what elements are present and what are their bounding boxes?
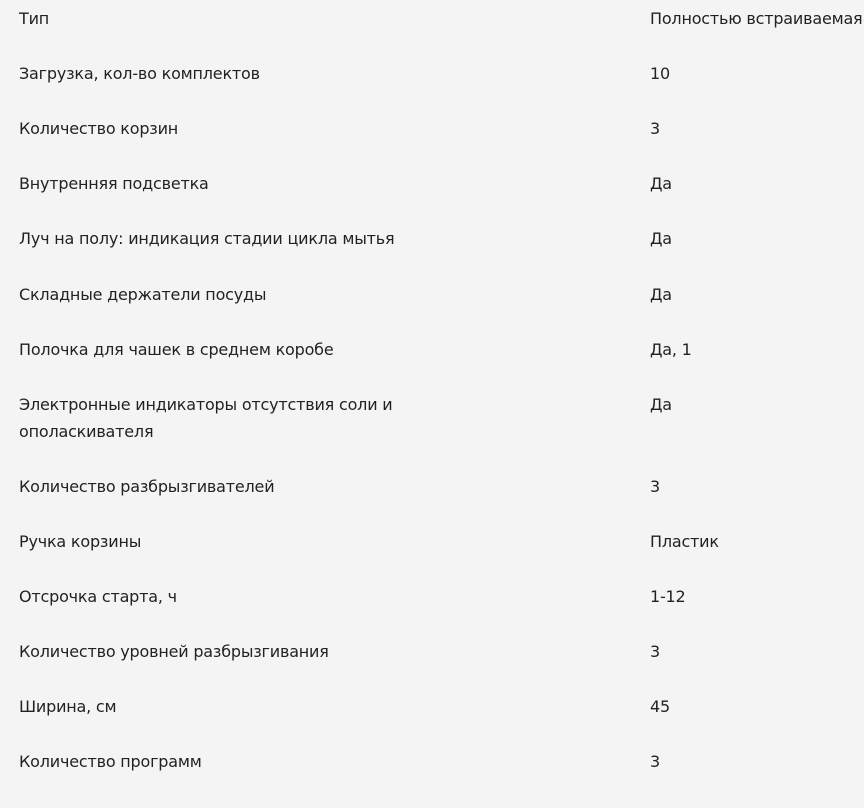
- spec-label: Внутренняя подсветка: [19, 174, 209, 193]
- spec-label: Количество разбрызгивателей: [19, 477, 275, 496]
- spec-label: Количество уровней разбрызгивания: [19, 642, 329, 661]
- spec-value: 3: [650, 477, 660, 496]
- spec-label: Складные держатели посуды: [19, 285, 267, 304]
- spec-label: Ширина, см: [19, 697, 117, 716]
- spec-label: Количество программ: [19, 752, 202, 771]
- spec-value: Полностью встраиваемая: [650, 9, 863, 28]
- spec-label: Электронные индикаторы отсутствия соли и ополаскивателя: [19, 395, 393, 441]
- spec-label: Луч на полу: индикация стадии цикла мытья: [19, 229, 395, 248]
- spec-value: 10: [650, 64, 670, 83]
- spec-value: Да: [650, 285, 672, 304]
- spec-label: Ручка корзины: [19, 532, 142, 551]
- spec-label: Отсрочка старта, ч: [19, 587, 177, 606]
- spec-value: Да: [650, 395, 672, 414]
- spec-label: Тип: [19, 9, 50, 28]
- spec-value: Да: [650, 174, 672, 193]
- spec-value: 3: [650, 119, 660, 138]
- spec-value: 3: [650, 752, 660, 771]
- spec-value: Да: [650, 229, 672, 248]
- spec-value: Да, 1: [650, 340, 692, 359]
- spec-label: Полочка для чашек в среднем коробе: [19, 340, 334, 359]
- spec-value: 3: [650, 642, 660, 661]
- spec-label: Количество корзин: [19, 119, 179, 138]
- spec-value: Пластик: [650, 532, 719, 551]
- spec-value: 45: [650, 697, 670, 716]
- spec-value: 1-12: [650, 587, 686, 606]
- spec-label: Загрузка, кол-во комплектов: [19, 64, 260, 83]
